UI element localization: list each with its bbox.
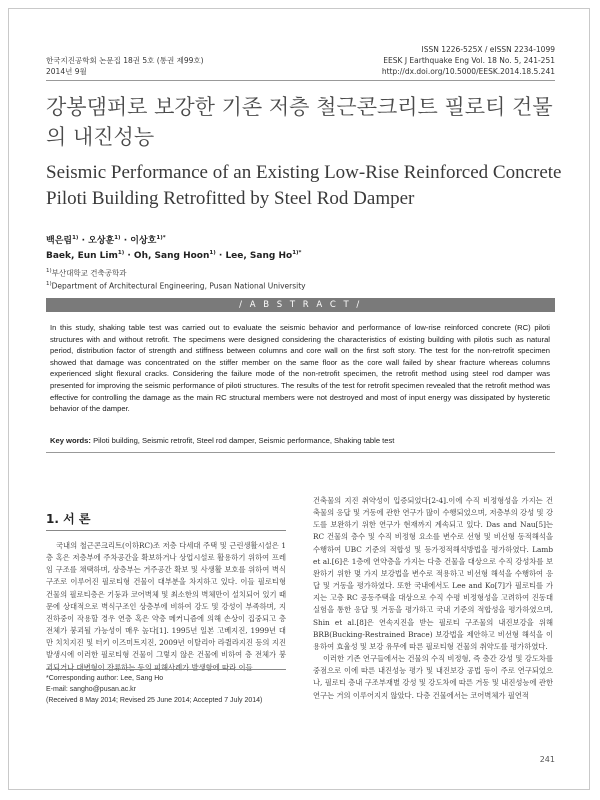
author-separator: · [127,251,131,261]
author-name: Baek, Eun Lim [46,251,118,261]
affiliation-text: Department of Architectural Engineering, Pusan National University [51,281,306,290]
journal-date-ko: 2014년 9월 [46,67,87,76]
affiliation-ko [46,266,306,279]
author-name: 이상호 [130,236,157,246]
affiliation-sup: 1) [46,280,52,287]
doi-link[interactable]: http://dx.doi.org/10.5000/EESK.2014.18.5.241 [381,67,555,76]
author-name: 백은림 [46,236,73,246]
affiliation-text: 부산대학교 건축공학과 [51,268,127,278]
affiliation-en [46,279,306,292]
footnote [46,673,262,706]
author-sup: 1) [114,235,121,241]
author-separator: · [218,251,223,261]
header-divider [46,80,555,81]
corresponding-name: Lee, Sang Ho [120,675,164,682]
author-separator: · [123,236,128,246]
affiliation-sup: 1) [46,268,52,274]
author-sup: 1)* [292,250,302,256]
section-heading-divider [46,530,286,531]
keywords-list: Piloti building, Seismic retrofit, Steel rod damper, Seismic performance, Shaking table test [93,436,395,445]
page-number: 241 [539,755,555,764]
abstract-text: In this study, shaking table test was carried out to evaluate the seismic behavior and performance of low-rise reinforced concrete (RC) piloti structures with and without retrofit. The specimens were designed considering the characteristics of existing building with pilotis such as natural period, distribution factor of strength and stiffness between columns and core wall on the first soft story. The test for the non-retrofit specimen showed that damage was concentrated on the stiffer member on the same floor as the core wall failed by shear fracture whereas columns experienced slight flexural cracks. Considering the failure mode of the non-retrofit specimen, the retrofit method using steel rod damper was presented for improving the seismic performance of piloti structures. The results of the test for retrofit specimen revealed that the retrofit method was effective for controlling the damage as the main RC structural members were not destroyed and most of input energy was dissipated by hysteretic behavior of the damper. [50,323,550,414]
keywords-label: Key words: [50,436,91,445]
author-name: Oh, Sang Hoon [133,251,210,261]
author-sup: 1)* [156,235,166,241]
section-heading-introduction: 1. 서 론 [46,512,91,526]
body-column-right [313,495,553,702]
corresponding-email[interactable]: E-mail: sangho@pusan.ac.kr [46,686,136,693]
authors-korean [46,233,166,246]
body-column-left [46,540,286,674]
corresponding-label: *Corresponding author: [46,675,119,682]
journal-header-en [382,44,555,77]
author-name: 오상훈 [88,236,115,246]
keywords [50,436,394,445]
author-sup: 1) [209,250,216,256]
issn: ISSN 1226-525X / eISSN 2234-1099 [421,45,555,54]
body-paragraph: 이러한 기존 연구들에서는 건물의 수직 비정형, 즉 층간 강성 및 강도차를 중점으로 이에 따른 내진성능 평가 및 내진보강 공법 등이 주로 연구되었으나, 필로티 층내 구조부재별 강성 및 강도차에 따른 거동 및 내진성능에 관한 연구는 거의 이루어지지 않았다. 다층 건물에서는 코어벽체가 필연적 [313,654,553,700]
affiliations [46,266,306,291]
authors-english [46,250,301,261]
received-dates: (Received 8 May 2014; Revised 25 June 2014; Accepted 7 July 2014) [46,697,263,704]
author-separator: · [81,236,85,246]
author-sup: 1) [72,235,79,241]
author-sup: 1) [117,250,125,256]
footnote-divider [46,669,286,670]
abstract-divider [46,452,555,453]
journal-name-ko: 한국지진공학회 논문집 18권 5호 (통권 제99호) [46,56,204,65]
title-korean: 강봉댐퍼로 보강한 기존 저층 철근콘크리트 필로티 건물의 내진성능 [46,95,553,149]
body-paragraph: 국내의 철근콘크리트(이하RC)조 저층 다세대 주택 및 근린생활시설은 1층 혹은 저층부에 주차공간을 확보하거나 상업시설로 활용하기 위하여 프레임 구조를 채택하며, 상층부는 거주공간 확보 및 사생활 보호를 위하여 벽식구조로 이루어진 필로티형 건물이 대부분을 차지하고 있다. 이들 필로티형 건물의 필로티층은 기둥과 코어벽체 및 최소한의 벽체만이 설치되어 있기 때문에 상대적으로 벽식구조인 상층부에 비하여 강도 및 강성이 부족하며, 지진하중이 작용할 경우 연층 혹은 약층 메커니즘에 의해 손상이 집중되고 층 전체가 붕괴될 가능성이 매우 높다[1]. 1995년 일본 고베지진, 1999년 대만 치치지진 및 터키 이즈미트지진, 2009년 이탈리아 라퀼라지진 등의 지진 발생시에 이러한 필로티형 건물이 그렇지 않은 건물에 비하여 층 전체가 붕괴되거나 대변형이 잔류하는 등의 피해사례가 발생함에 따라 이들 [46,541,286,672]
abstract-label-bar: / A B S T R A C T / [46,298,555,312]
author-name: Lee, Sang Ho [225,251,293,261]
journal-header-ko [46,55,204,77]
title-english: Seismic Performance of an Existing Low-Rise Reinforced Concrete Piloti Building Retrofitted by Steel Rod Damper [46,162,562,209]
journal-name-en: EESK J Earthquake Eng Vol. 18 No. 5, 241-251 [383,56,555,65]
corresponding-author [46,673,262,684]
body-paragraph: 건축물의 지진 취약성이 입증되었다[2-4].이에 수직 비정형성을 가지는 건축물의 응답 및 거동에 관한 연구가 많이 수행되었으며, 저층부의 강성 및 강도를 보완하기 위한 연구가 현재까지 계속되고 있다. Das and Nau[5]는 RC 건물의 층수 및 수직 비정형 요소를 변수로 선형 및 비선형 동적해석을 수행하여 UBC 기준의 적합성 및 등가정적해석방법을 평가하였다. Lamb et al.[6]은 1층에 연약층을 가지는 다층 건물을 대상으로 수직 강성차를 보완하기 위한 몇 가지 보강법을 변수로 적용하고 비선형 해석을 수행하여 응답 및 거동을 평가하였다. 또한 국내에서도 Lee and Ko[7]가 필로티를 가지는 고층 RC 공동주택을 대상으로 수직 수평 비정형성을 고려하여 진동대 실험을 통한 응답 및 거동을 평가하고 국내 기준의 적합성을 평가하였으며, Shin et al.[8]은 연속지진을 받는 필로티 구조물의 내진보강을 위해 BRB(Bucking-Restrained Brace) 보강법을 제안하고 비선형 해석을 이용하여 효율성 및 보강 유무에 따른 필로티형 건물의 취약도를 평가하였다. [313,496,553,651]
